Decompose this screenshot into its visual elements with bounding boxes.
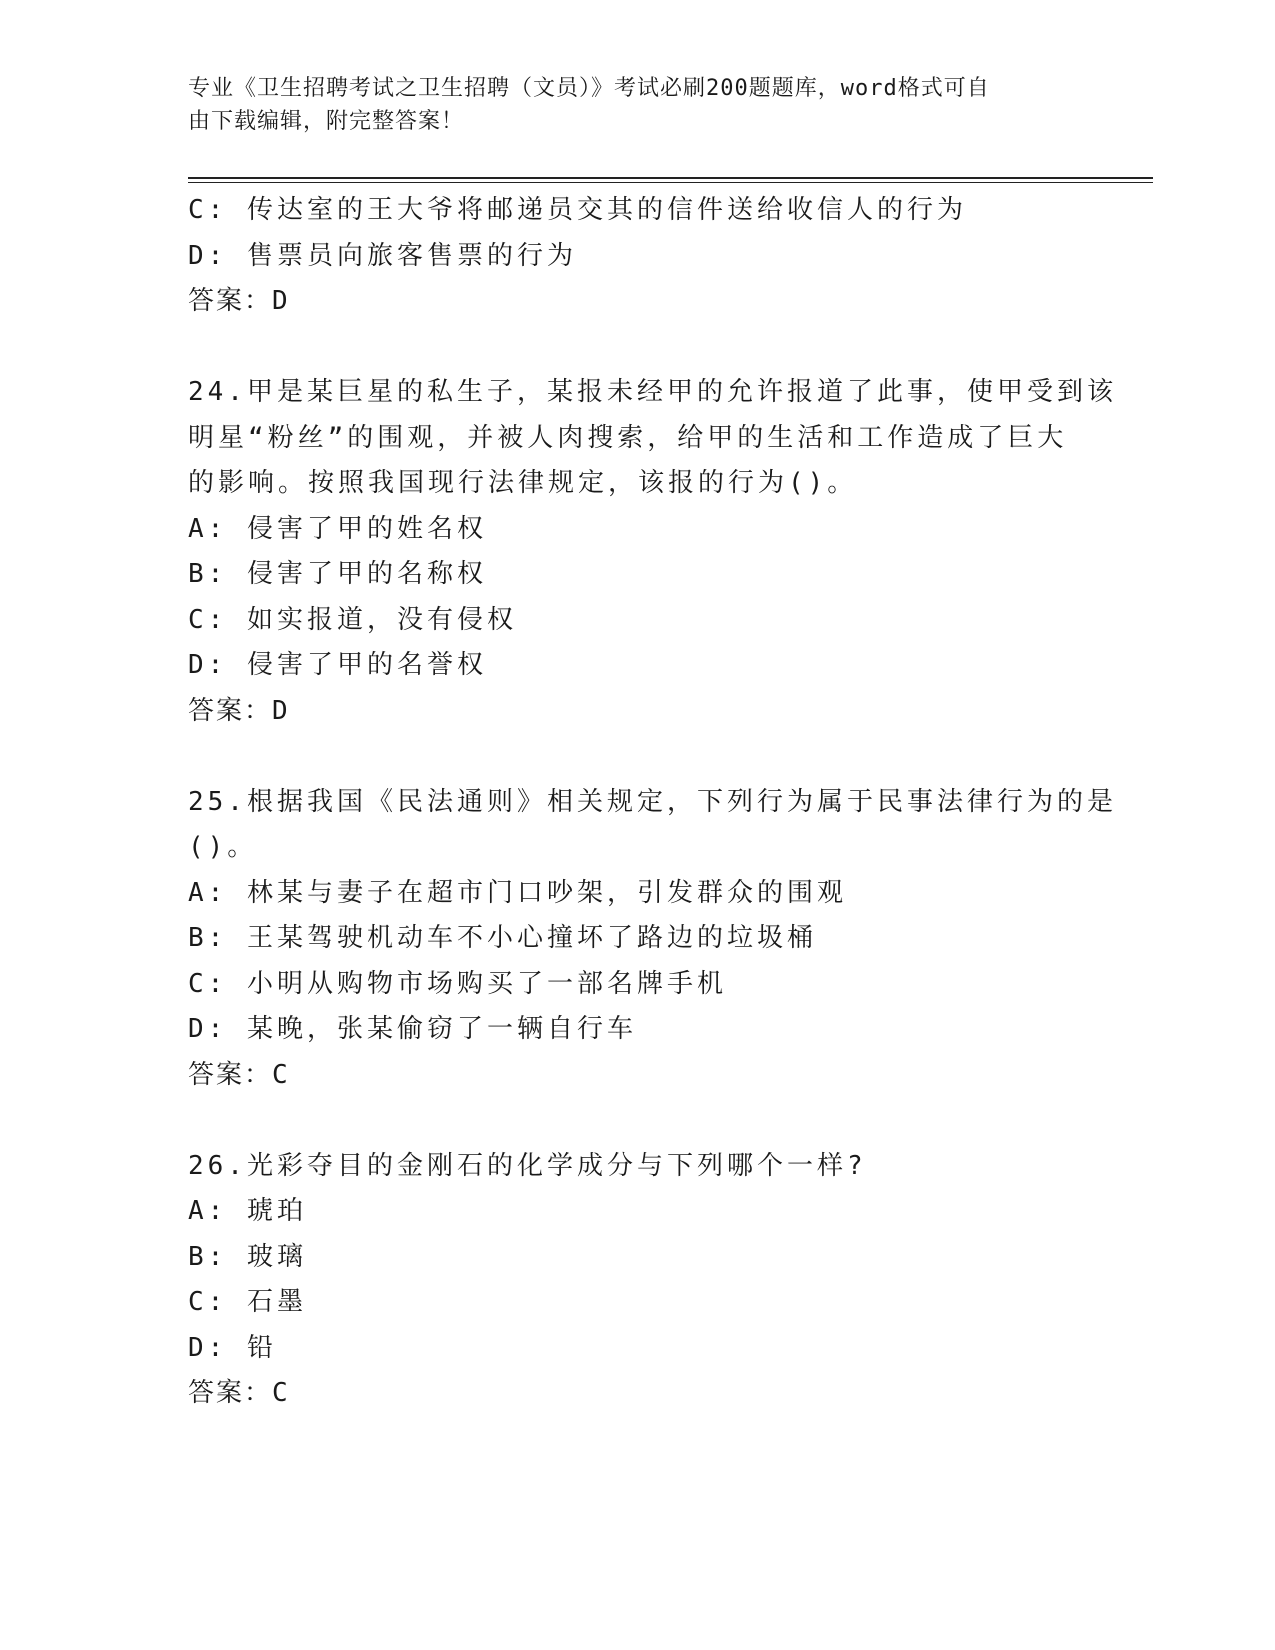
question-gap: [188, 325, 1088, 371]
header-divider-thin: [188, 182, 1153, 183]
question-gap: [188, 734, 1088, 780]
question-stem-line: 26.光彩夺目的金刚石的化学成分与下列哪个一样?: [188, 1150, 867, 1181]
question-stem-line: 明星“粉丝”的围观，并被人肉搜索，给甲的生活和工作造成了巨大: [188, 422, 1068, 453]
document-header: [188, 72, 1088, 138]
header-line-1: 专业《卫生招聘考试之卫生招聘（文员）》考试必刷200题题库，word格式可自: [188, 76, 990, 101]
option-d: D: 铅: [188, 1332, 277, 1363]
option-b: B: 王某驾驶机动车不小心撞坏了路边的垃圾桶: [188, 923, 817, 953]
option-a: A: 琥珀: [188, 1196, 307, 1226]
option-c: C: 传达室的王大爷将邮递员交其的信件送给收信人的行为: [188, 195, 967, 225]
option-c: C: 小明从购物市场购买了一部名牌手机: [188, 968, 727, 999]
option-b: B: 玻璃: [188, 1241, 307, 1272]
option-b: B: 侵害了甲的名称权: [188, 559, 487, 589]
carryover-question: [188, 188, 1088, 325]
document-body: [188, 188, 1117, 1417]
question-stem-line: 24.甲是某巨星的私生子，某报未经甲的允许报道了此事，使甲受到该: [188, 377, 1117, 407]
option-d: D: 某晚，张某偷窃了一辆自行车: [188, 1014, 637, 1044]
option-c: C: 如实报道，没有侵权: [188, 604, 517, 635]
question-stem-line: 25.根据我国《民法通则》相关规定，下列行为属于民事法律行为的是: [188, 786, 1117, 817]
option-d: D: 售票员向旅客售票的行为: [188, 240, 577, 271]
question-24: [188, 370, 1117, 734]
option-a: A: 侵害了甲的姓名权: [188, 513, 487, 544]
question-26: [188, 1144, 1088, 1417]
question-25: [188, 780, 1117, 1099]
option-d: D: 侵害了甲的名誉权: [188, 650, 487, 680]
answer-line: 答案：D: [188, 695, 290, 726]
option-c: C: 石墨: [188, 1287, 307, 1317]
answer-line: 答案：C: [188, 1059, 290, 1090]
question-stem-line: 的影响。按照我国现行法律规定，该报的行为()。: [188, 468, 858, 498]
answer-line: 答案：D: [188, 286, 290, 316]
option-a: A: 林某与妻子在超市门口吵架，引发群众的围观: [188, 877, 847, 908]
question-stem-line: ()。: [188, 832, 258, 862]
header-divider-thick: [188, 177, 1153, 179]
question-gap: [188, 1098, 1088, 1144]
answer-line: 答案：C: [188, 1378, 290, 1408]
header-line-2: 由下载编辑，附完整答案！: [188, 109, 465, 134]
